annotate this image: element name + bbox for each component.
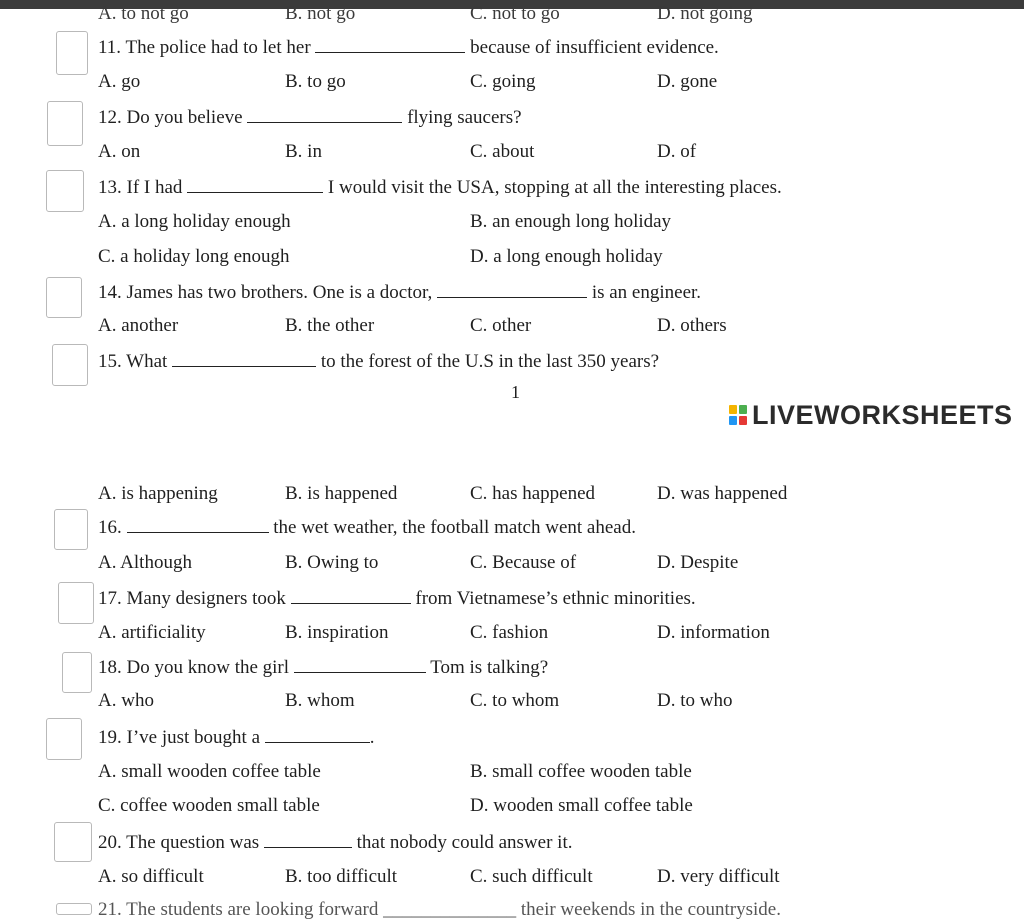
option-a: A. artificiality — [98, 622, 206, 643]
question-text-before: If I had — [126, 177, 183, 198]
option-c: C. not to go — [470, 3, 560, 24]
question-text-after: flying saucers? — [407, 107, 522, 128]
liveworksheets-logo — [729, 400, 1013, 430]
question-number: 16. — [98, 517, 122, 538]
question-text-after: because of insufficient evidence. — [470, 37, 719, 58]
option-c: C. fashion — [470, 622, 549, 643]
question-number: 13. — [98, 177, 122, 198]
question-15 — [98, 350, 659, 372]
answer-blank — [247, 106, 402, 123]
option-d: D. not going — [657, 3, 753, 24]
logo-square — [729, 405, 737, 414]
answer-box-17[interactable] — [58, 582, 94, 624]
option-d: D. a long enough holiday — [470, 246, 663, 267]
option-a: A. so difficult — [98, 866, 204, 887]
question-16 — [98, 516, 636, 538]
question-text-after: that nobody could answer it. — [356, 832, 573, 853]
question-number: 18. — [98, 657, 122, 678]
option-c: C. Because of — [470, 552, 577, 573]
answer-blank — [291, 587, 411, 604]
answer-blank — [187, 176, 323, 193]
question-text-before: Do you believe — [126, 107, 243, 128]
answer-box-11[interactable] — [56, 31, 88, 75]
answer-box-18[interactable] — [62, 652, 92, 693]
option-d: D. to who — [657, 690, 733, 711]
option-a: A. go — [98, 71, 141, 92]
option-a: A. to not go — [98, 3, 189, 24]
page-number: 1 — [511, 382, 520, 402]
question-text-before: Do you know the girl — [126, 657, 290, 678]
question-18 — [98, 656, 548, 678]
option-c: C. about — [470, 141, 535, 162]
answer-box-16[interactable] — [54, 509, 88, 550]
answer-box-20[interactable] — [54, 822, 92, 862]
option-c: C. other — [470, 315, 532, 336]
option-b: B. is happened — [285, 483, 398, 504]
option-b: B. whom — [285, 690, 355, 711]
question-text-after: I would visit the USA, stopping at all the interesting places. — [327, 177, 782, 198]
question-text-before: The question was — [126, 832, 260, 853]
option-b: B. Owing to — [285, 552, 379, 573]
question-13 — [98, 176, 782, 198]
question-number: 15. — [98, 351, 122, 372]
answer-box-15[interactable] — [52, 344, 88, 386]
question-text-after: Tom is talking? — [430, 657, 549, 678]
question-text-before: The police had to let her — [125, 37, 311, 58]
answer-box-13[interactable] — [46, 170, 84, 212]
answer-box-14[interactable] — [46, 277, 82, 318]
option-c: C. such difficult — [470, 866, 593, 887]
option-b: B. an enough long holiday — [470, 211, 672, 232]
option-c: C. coffee wooden small table — [98, 795, 320, 816]
option-c: C. has happened — [470, 483, 596, 504]
option-a: A. is happening — [98, 483, 218, 504]
question-11 — [98, 36, 719, 58]
logo-square — [729, 416, 737, 425]
question-text-before: I’ve just bought a — [126, 727, 261, 748]
answer-blank — [265, 726, 370, 743]
logo-square — [739, 416, 747, 425]
answer-box-21[interactable] — [56, 903, 92, 915]
question-text-after: . — [369, 727, 375, 748]
option-b: B. inspiration — [285, 622, 389, 643]
option-c: C. a holiday long enough — [98, 246, 290, 267]
option-a: A. on — [98, 141, 141, 162]
answer-box-19[interactable] — [46, 718, 82, 760]
question-20 — [98, 831, 572, 853]
option-a: A. small wooden coffee table — [98, 761, 321, 782]
option-d: D. of — [657, 141, 697, 162]
option-d: D. was happened — [657, 483, 788, 504]
question-text-before: What — [126, 351, 168, 372]
answer-box-12[interactable] — [47, 101, 83, 146]
question-number: 11. — [98, 37, 122, 58]
question-number: 12. — [98, 107, 122, 128]
option-d: D. information — [657, 622, 770, 643]
option-a: A. who — [98, 690, 154, 711]
option-b: B. not go — [285, 3, 356, 24]
question-text-after: the wet weather, the football match went ahead. — [273, 517, 636, 538]
option-d: D. others — [657, 315, 727, 336]
logo-text: LIVEWORKSHEETS — [752, 399, 1013, 430]
option-c: C. to whom — [470, 690, 560, 711]
option-a: A. Although — [98, 552, 192, 573]
answer-blank — [127, 516, 269, 533]
option-a: A. another — [98, 315, 179, 336]
question-number: 14. — [98, 282, 122, 303]
question-text-before: Many designers took — [126, 588, 286, 609]
question-19 — [98, 726, 375, 748]
option-b: B. in — [285, 141, 322, 162]
answer-blank — [264, 831, 352, 848]
question-text-after: from Vietnamese’s ethnic minorities. — [415, 588, 696, 609]
liveworksheets-logo-icon — [729, 405, 747, 425]
option-d: D. gone — [657, 71, 718, 92]
option-b: B. small coffee wooden table — [470, 761, 692, 782]
question-number: 20. — [98, 832, 122, 853]
answer-blank — [437, 281, 587, 298]
option-c: C. going — [470, 71, 536, 92]
question-14 — [98, 281, 701, 303]
question-text-before: James has two brothers. One is a doctor, — [126, 282, 433, 303]
option-b: B. the other — [285, 315, 375, 336]
option-b: B. too difficult — [285, 866, 398, 887]
logo-square — [739, 405, 747, 414]
answer-blank — [172, 350, 316, 367]
question-text-after: to the forest of the U.S in the last 350 years? — [320, 351, 660, 372]
question-number: 17. — [98, 588, 122, 609]
option-d: D. Despite — [657, 552, 739, 573]
question-number: 19. — [98, 727, 122, 748]
question-text-after: is an engineer. — [591, 282, 702, 303]
answer-blank — [294, 656, 426, 673]
question-12 — [98, 106, 522, 128]
option-b: B. to go — [285, 71, 346, 92]
option-d: D. very difficult — [657, 866, 780, 887]
question-21-cut: 21. The students are looking forward ______________ their weekends in the countryside. — [98, 899, 781, 920]
question-17 — [98, 587, 696, 609]
option-a: A. a long holiday enough — [98, 211, 291, 232]
answer-blank — [315, 36, 465, 53]
option-d: D. wooden small coffee table — [470, 795, 693, 816]
